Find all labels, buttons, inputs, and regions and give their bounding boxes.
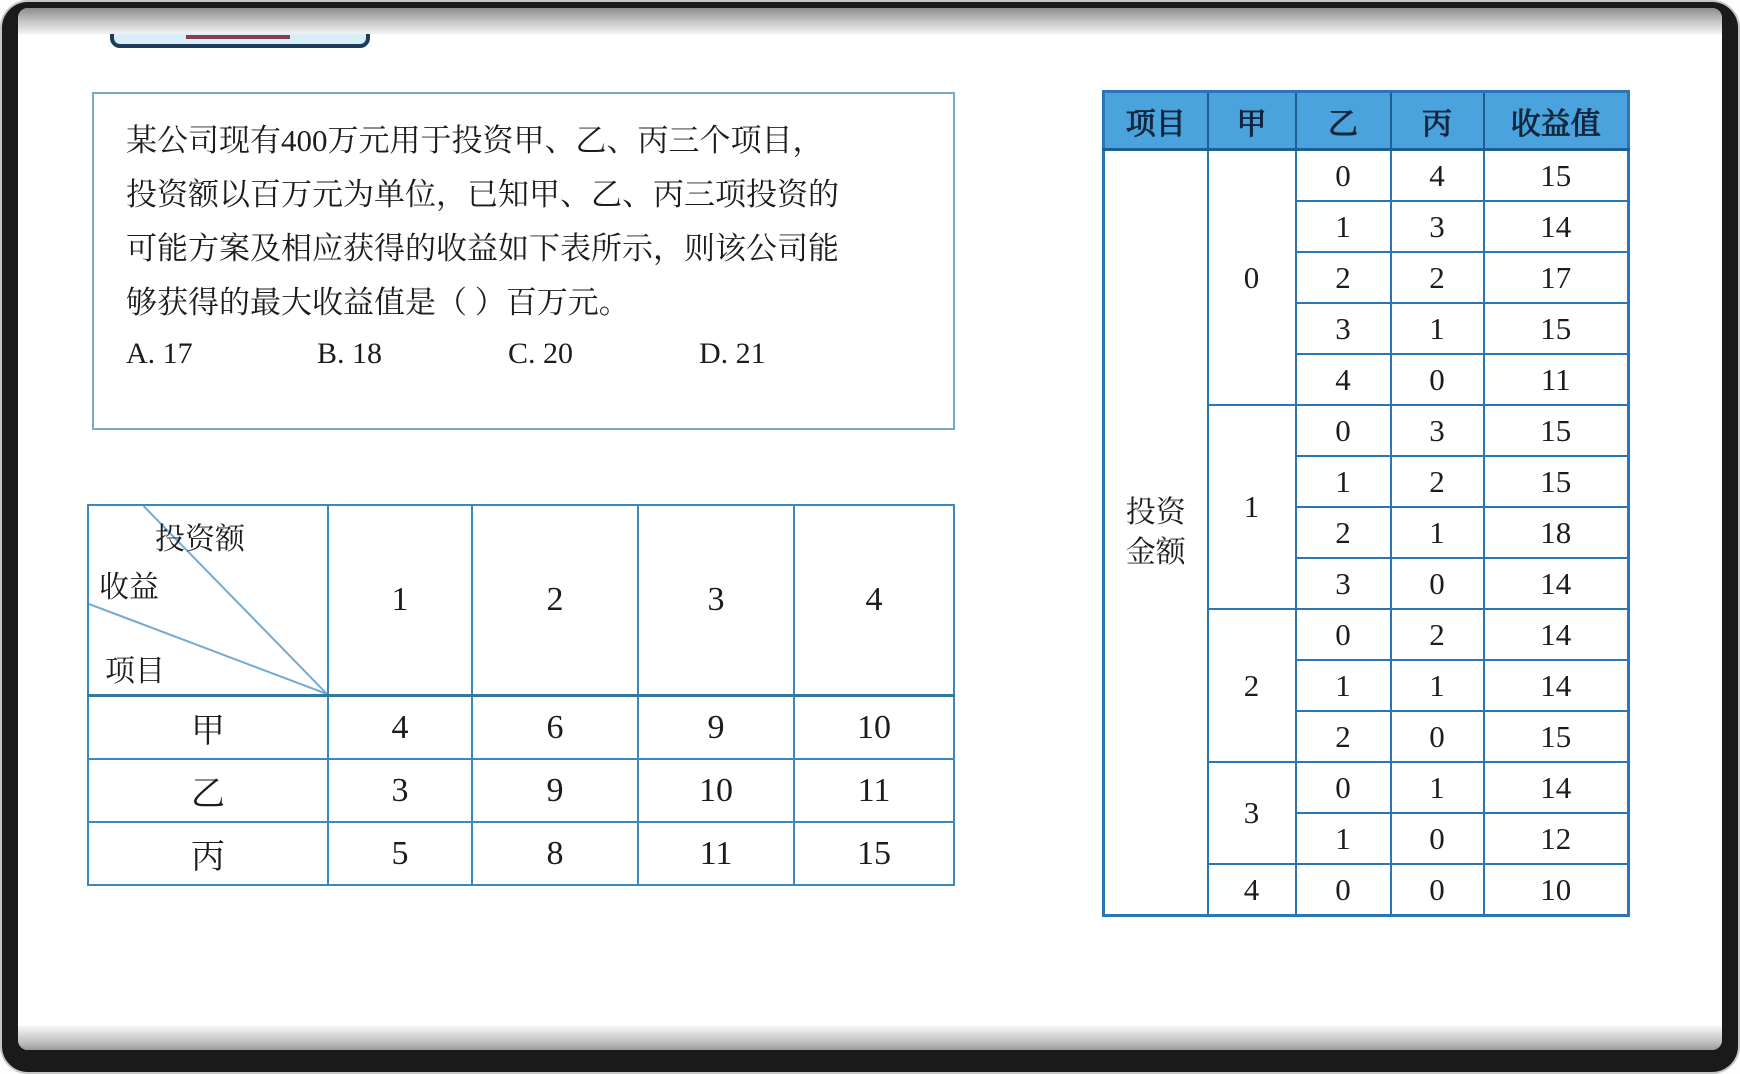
option-c: C. 20 [508, 337, 574, 370]
yi-cell: 2 [1296, 252, 1391, 303]
schemes-table-header-row [1104, 92, 1629, 150]
yi-cell: 2 [1296, 507, 1391, 558]
corner-label-project: 项目 [105, 655, 165, 688]
row-label: 乙 [88, 759, 328, 822]
bing-cell: 0 [1391, 558, 1484, 609]
question-line: 某公司现有400万元用于投资甲、乙、丙三个项目， [126, 123, 824, 158]
bing-cell: 3 [1391, 405, 1484, 456]
value-cell: 15 [1484, 405, 1629, 456]
corner-label-investment: 投资额 [155, 523, 245, 556]
value-cell: 14 [1484, 660, 1629, 711]
value-cell: 5 [328, 822, 472, 885]
bing-cell: 2 [1391, 456, 1484, 507]
yi-cell: 1 [1296, 813, 1391, 864]
yi-cell: 0 [1296, 609, 1391, 660]
value-cell: 14 [1484, 609, 1629, 660]
header-jia: 甲 [1208, 92, 1296, 150]
value-cell: 14 [1484, 201, 1629, 252]
header-yi: 乙 [1296, 92, 1391, 150]
bing-cell: 4 [1391, 150, 1484, 202]
bing-cell: 0 [1391, 354, 1484, 405]
jia-group-cell: 1 [1208, 405, 1296, 609]
bing-cell: 1 [1391, 507, 1484, 558]
jia-group-cell: 3 [1208, 762, 1296, 864]
returns-row-bing [88, 822, 954, 885]
value-cell: 15 [1484, 711, 1629, 762]
bing-cell: 1 [1391, 660, 1484, 711]
value-cell: 14 [1484, 762, 1629, 813]
option-b: B. 18 [317, 337, 383, 370]
answer-options-row [126, 337, 943, 371]
value-cell: 15 [1484, 303, 1629, 354]
tab-accent-bar [186, 35, 290, 39]
value-cell: 12 [1484, 813, 1629, 864]
value-cell: 3 [328, 759, 472, 822]
returns-row-jia [88, 696, 954, 760]
value-cell: 11 [638, 822, 794, 885]
col-header: 3 [638, 505, 794, 696]
jia-group-cell: 2 [1208, 609, 1296, 762]
value-cell: 8 [472, 822, 638, 885]
bing-cell: 1 [1391, 303, 1484, 354]
question-line: 可能方案及相应获得的收益如下表所示，则该公司能 [126, 231, 839, 266]
yi-cell: 4 [1296, 354, 1391, 405]
yi-cell: 0 [1296, 150, 1391, 202]
value-cell: 10 [794, 696, 954, 760]
col-header: 4 [794, 505, 954, 696]
slide-canvas [18, 8, 1722, 1050]
value-cell: 17 [1484, 252, 1629, 303]
window-top-edge [18, 8, 1722, 34]
yi-cell: 0 [1296, 762, 1391, 813]
investment-amount-merged-cell: 投资 金额 [1104, 150, 1208, 916]
value-cell: 6 [472, 696, 638, 760]
returns-table-header-row [88, 505, 954, 696]
option-d: D. 21 [699, 337, 766, 370]
yi-cell: 3 [1296, 303, 1391, 354]
bing-cell: 1 [1391, 762, 1484, 813]
value-cell: 11 [794, 759, 954, 822]
value-cell: 10 [1484, 864, 1629, 916]
window-bottom-edge [18, 1026, 1722, 1050]
question-line: 够获得的最大收益值是（ ）百万元。 [126, 285, 630, 320]
yi-cell: 0 [1296, 864, 1391, 916]
returns-row-yi [88, 759, 954, 822]
bing-cell: 2 [1391, 609, 1484, 660]
question-line: 投资额以百万元为单位，已知甲、乙、丙三项投资的 [126, 177, 839, 212]
row-label: 丙 [88, 822, 328, 885]
row-label: 甲 [88, 696, 328, 760]
header-project: 项目 [1104, 92, 1208, 150]
value-cell: 15 [1484, 456, 1629, 507]
jia-group-cell: 0 [1208, 150, 1296, 406]
option-a: A. 17 [126, 337, 193, 370]
yi-cell: 3 [1296, 558, 1391, 609]
value-cell: 15 [1484, 150, 1629, 202]
returns-table [87, 504, 955, 886]
header-bing: 丙 [1391, 92, 1484, 150]
value-cell: 11 [1484, 354, 1629, 405]
scheme-row [1104, 150, 1629, 202]
schemes-table-body [1104, 150, 1629, 916]
col-header: 2 [472, 505, 638, 696]
value-cell: 10 [638, 759, 794, 822]
bing-cell: 0 [1391, 711, 1484, 762]
bing-cell: 0 [1391, 813, 1484, 864]
bing-cell: 0 [1391, 864, 1484, 916]
corner-label-return: 收益 [99, 571, 159, 604]
yi-cell: 1 [1296, 456, 1391, 507]
value-cell: 9 [472, 759, 638, 822]
yi-cell: 1 [1296, 201, 1391, 252]
value-cell: 9 [638, 696, 794, 760]
bing-cell: 3 [1391, 201, 1484, 252]
question-box [92, 92, 955, 430]
yi-cell: 1 [1296, 660, 1391, 711]
yi-cell: 0 [1296, 405, 1391, 456]
jia-group-cell: 4 [1208, 864, 1296, 916]
bing-cell: 2 [1391, 252, 1484, 303]
value-cell: 15 [794, 822, 954, 885]
diagonal-corner-cell [88, 505, 328, 696]
value-cell: 14 [1484, 558, 1629, 609]
col-header: 1 [328, 505, 472, 696]
value-cell: 4 [328, 696, 472, 760]
schemes-table [1102, 90, 1630, 917]
yi-cell: 2 [1296, 711, 1391, 762]
value-cell: 18 [1484, 507, 1629, 558]
header-value: 收益值 [1484, 92, 1629, 150]
